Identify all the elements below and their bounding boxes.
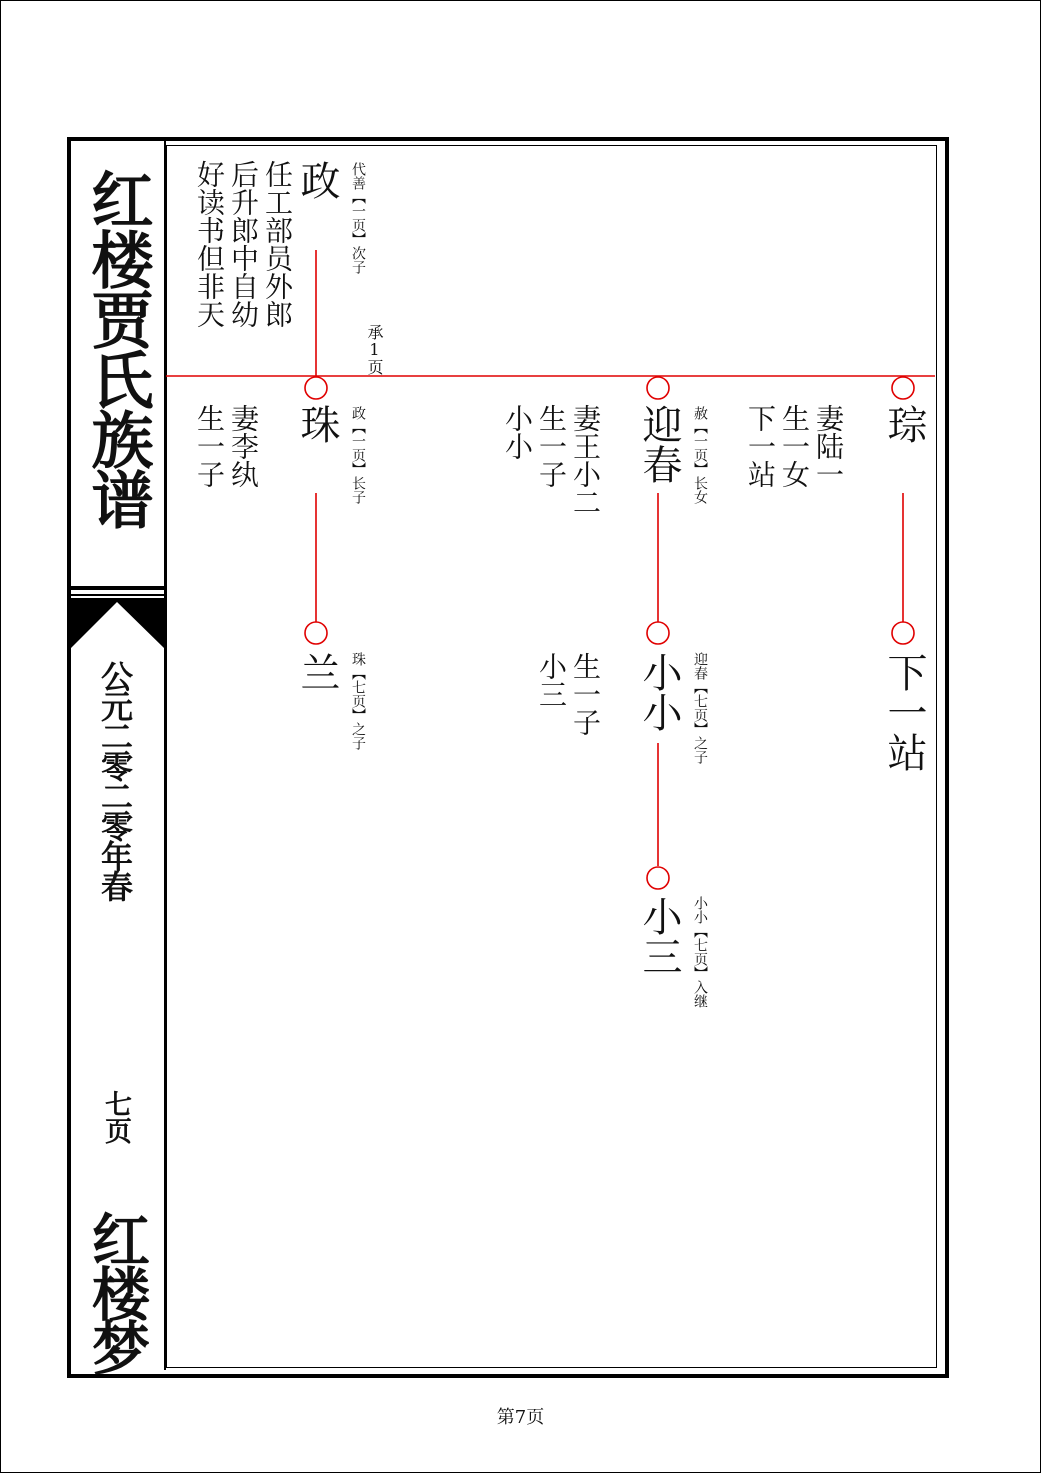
member-wife-yingchun: 妻王小二 [569,404,602,516]
page-footer: 第7页 [496,1407,545,1428]
spine-brand: 红楼梦 [82,1210,150,1372]
member-name-xiaoxiao: 小小 [636,652,682,732]
continuation-note: 承1页 [365,324,384,375]
member-name-zong-child: 下一站 [881,652,927,772]
member-bio-zheng-3: 好读书但非天 [193,160,226,328]
member-bio-zheng-2: 后升郎中自幼 [227,160,260,328]
member-children-zong: 生一女 [778,404,811,488]
member-note-lan: 珠【七页】之子 [350,652,366,750]
member-children-xiaoxiao: 生一子 [569,652,602,736]
member-name-xiaosan: 小三 [636,896,682,976]
member-children-zhu: 生一子 [193,404,226,488]
spine-title: 红楼贾氏族谱 [81,168,154,528]
member-note-zhu: 政【一页】长子 [350,406,366,504]
member-wife-zhu: 妻李纨 [227,404,260,488]
member-bio-zheng-1: 任工部员外郎 [261,160,294,328]
member-note-xiaoxiao: 迎春【七页】之子 [692,652,708,764]
member-note-xiaosan: 小小【七页】入继 [692,896,708,1008]
member-extra-xiaoxiao: 小三 [535,652,568,708]
member-name-zheng: 政 [294,160,340,200]
spine-date: 公元二零二零年春 [96,660,134,900]
member-wife-zong: 妻陆一 [812,404,845,488]
member-name-lan: 兰 [294,652,340,692]
spine-page-number: 七页 [100,1090,131,1144]
member-name-zhu: 珠 [294,404,340,444]
member-children-yingchun: 生一子 [535,404,568,488]
member-note-yingchun: 赦【一页】长女 [692,406,708,504]
member-name-zong: 琮 [881,404,927,444]
member-name-yingchun: 迎春 [636,404,682,484]
member-note-zheng: 代善【一页】次子 [350,162,366,274]
member-extra-zong: 下一站 [744,404,777,488]
member-extra-yingchun: 小小 [501,404,534,460]
